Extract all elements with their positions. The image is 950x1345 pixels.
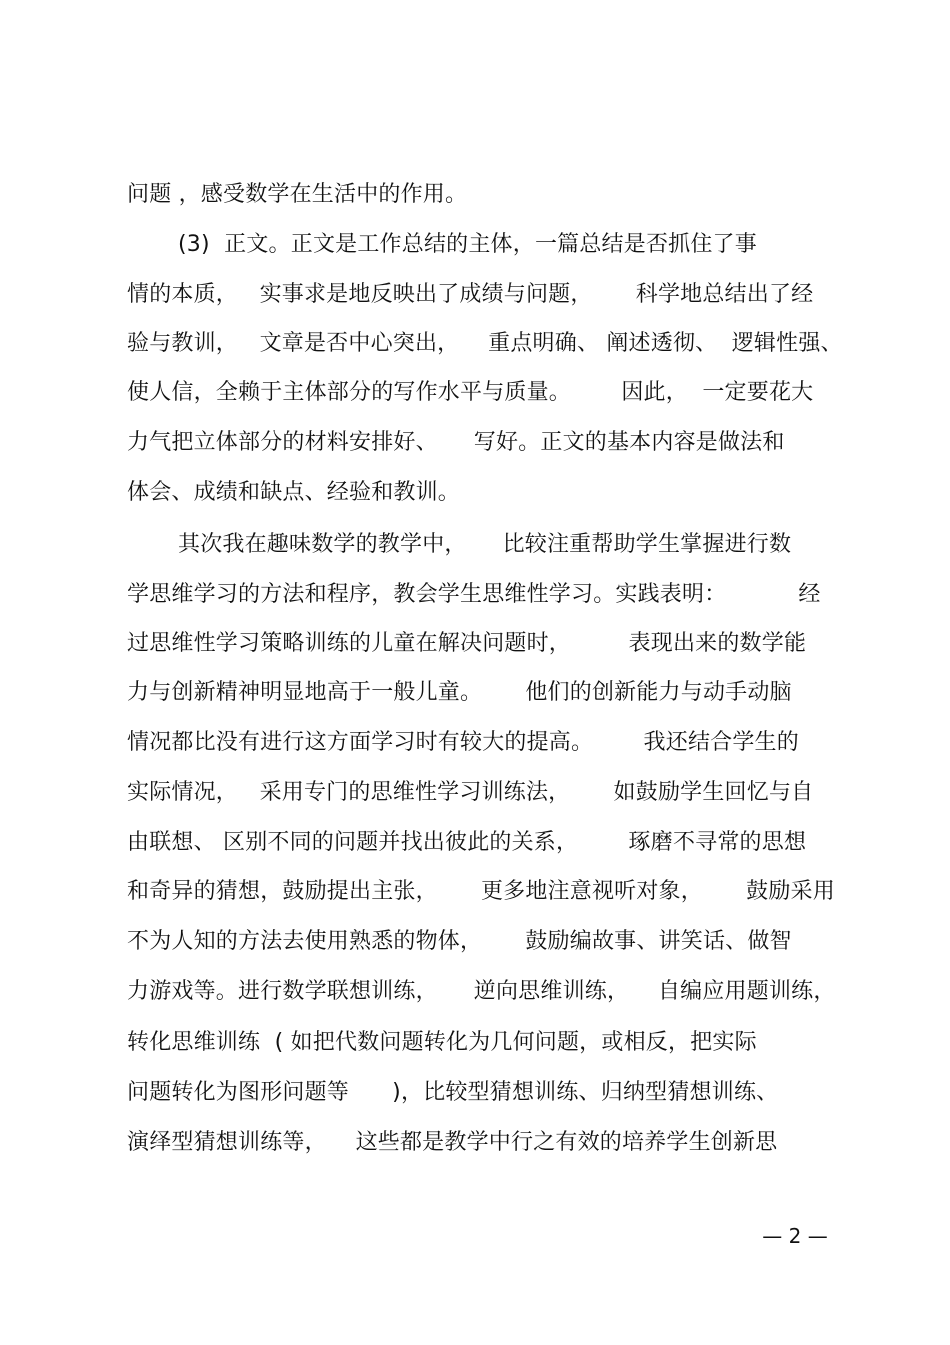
text-line: (3) 正文。正文是工作总结的主体，一篇总结是否抓住了事 — [178, 232, 757, 257]
text-line: 力游戏等。进行数学联想训练， 逆向思维训练， 自编应用题训练， — [127, 979, 836, 1004]
text-line: 情况都比没有进行这方面学习时有较大的提高。 我还结合学生的 — [127, 730, 799, 755]
text-line: 问题 ，感受数学在生活中的作用。 — [127, 182, 468, 207]
text-line: 其次我在趣味数学的教学中， 比较注重帮助学生掌握进行数 — [178, 532, 792, 557]
text-line: 学思维学习的方法和程序，教会学生思维性学习。实践表明： 经 — [127, 582, 821, 607]
text-line: 由联想、 区别不同的问题并找出彼此的关系， 琢磨不寻常的思想 — [127, 830, 807, 855]
text-line: 力与创新精神明显地高于一般儿童。 他们的创新能力与动手动脑 — [127, 680, 792, 705]
text-line: 情的本质， 实事求是地反映出了成绩与问题， 科学地总结出了经 — [127, 282, 814, 307]
text-line: 问题转化为图形问题等 )，比较型猜想训练、归纳型猜想训练、 — [127, 1080, 779, 1105]
text-line: 使人信，全赖于主体部分的写作水平与质量。 因此， 一定要花大 — [127, 380, 814, 405]
text-line: 过思维性学习策略训练的儿童在解决问题时， 表现出来的数学能 — [127, 631, 807, 656]
text-line: 实际情况， 采用专门的思维性学习训练法， 如鼓励学生回忆与自 — [127, 780, 814, 805]
page-number: — 2 — — [762, 1224, 828, 1248]
text-line: 体会、成绩和缺点、经验和教训。 — [127, 480, 461, 505]
text-line: 力气把立体部分的材料安排好、 写好。正文的基本内容是做法和 — [127, 430, 785, 455]
text-line: 不为人知的方法去使用熟悉的物体， 鼓励编故事、讲笑话、做智 — [127, 929, 792, 954]
text-line: 验与教训， 文章是否中心突出， 重点明确、 阐述透彻、 逻辑性强、 — [127, 331, 843, 356]
text-line: 转化思维训练 ( 如把代数问题转化为几何问题，或相反，把实际 — [127, 1030, 757, 1055]
text-line: 演绎型猜想训练等， 这些都是教学中行之有效的培养学生创新思 — [127, 1130, 778, 1155]
text-line: 和奇异的猜想，鼓励提出主张， 更多地注意视听对象， 鼓励采用 — [127, 879, 835, 904]
